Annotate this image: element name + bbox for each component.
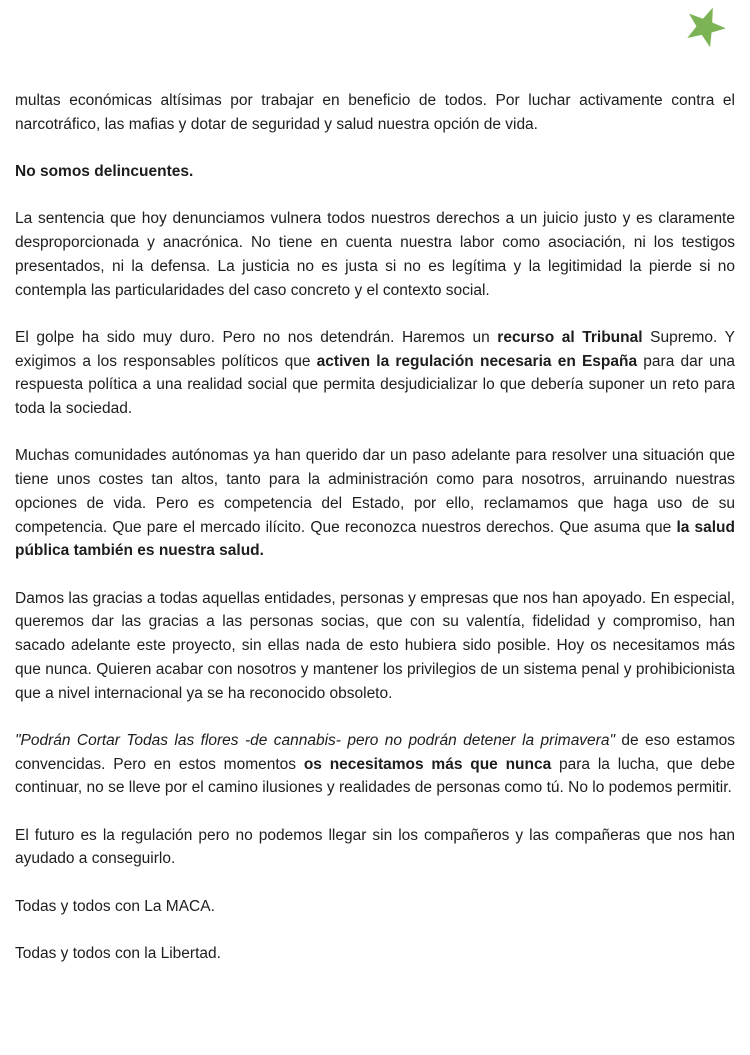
body-paragraph [15,824,735,871]
body-paragraph [15,729,735,800]
document-body [15,89,735,966]
text-run: la salud pública también es nuestra salud. [15,518,735,560]
text-run: "Podrán Cortar Todas las flores -de cannabis- pero no podrán detener la primavera" [15,731,615,749]
text-run: No somos delincuentes. [15,163,194,181]
text-run: Damos las gracias a todas aquellas entidades, personas y empresas que nos han apoyado. En especial, queremos dar las gracias a las personas socias, que con su valentía, fidelidad y compromiso, han sacado adelante este proyecto, sin ellas nada de esto hubiera sido posible. Hoy os necesitamos más que nunca. Quieren acabar con nosotros y mantener los privilegios de un sistema penal y prohibicionista que a nivel internacional ya se ha reconocido obsoleto. [15,589,735,702]
text-run: multas económicas altísimas por trabajar en beneficio de todos. Por luchar activamente contra el narcotráfico, las mafias y dotar de seguridad y salud nuestra opción de vida. [15,92,735,133]
text-run: activen la regulación necesaria en España [316,352,638,370]
body-paragraph [15,895,735,919]
star-shape [680,0,731,50]
green-star-logo [681,5,729,49]
body-paragraph [15,207,735,302]
text-run: Todas y todos con la Libertad. [15,945,221,963]
body-paragraph [15,444,735,563]
text-run: recurso al Tribunal [497,328,643,346]
text-run: para la lucha, que debe continuar, no se lleve por el camino ilusiones y realidades de personas como tú. No lo podemos permitir. [15,755,735,797]
text-run: Supremo. Y exigimos a los responsables políticos que [15,328,736,370]
star-icon [681,5,729,49]
heading-paragraph [15,160,735,184]
body-paragraph [15,326,735,421]
text-run: El futuro es la regulación pero no podemos llegar sin los compañeros y las compañeras que nos han ayudado a conseguirlo. [15,826,735,868]
text-run: os necesitamos más que nunca [303,755,552,773]
body-paragraph [15,942,735,966]
text-run: Todas y todos con La MACA. [15,897,215,915]
text-run: de eso estamos convencidas. Pero en estos momentos [15,731,735,773]
body-paragraph [15,89,735,136]
text-run: para dar una respuesta política a una realidad social que permita desjudicializar lo que debería suponer un reto para toda la sociedad. [15,352,735,418]
text-run: Muchas comunidades autónomas ya han querido dar un paso adelante para resolver una situación que tiene unos costes tan altos, tanto para la administración como para nosotros, arruinando nuestras opciones de vida. Pero es competencia del Estado, por ello, reclamamos que haga uso de su competencia. Que pare el mercado ilícito. Que reconozca nuestros derechos. Que asuma que [15,447,735,536]
text-run: El golpe ha sido muy duro. Pero no nos detendrán. Haremos un [15,328,498,346]
text-run: La sentencia que hoy denunciamos vulnera todos nuestros derechos a un juicio justo y es claramente desproporcionada y anacrónica. No tiene en cuenta nuestra labor como asociación, ni los testigos presentados, ni la defensa. La justicia no es justa si no es legítima y la legitimidad la pierde si no contempla las particularidades del caso concreto y el contexto social. [15,210,735,299]
body-paragraph [15,587,735,706]
